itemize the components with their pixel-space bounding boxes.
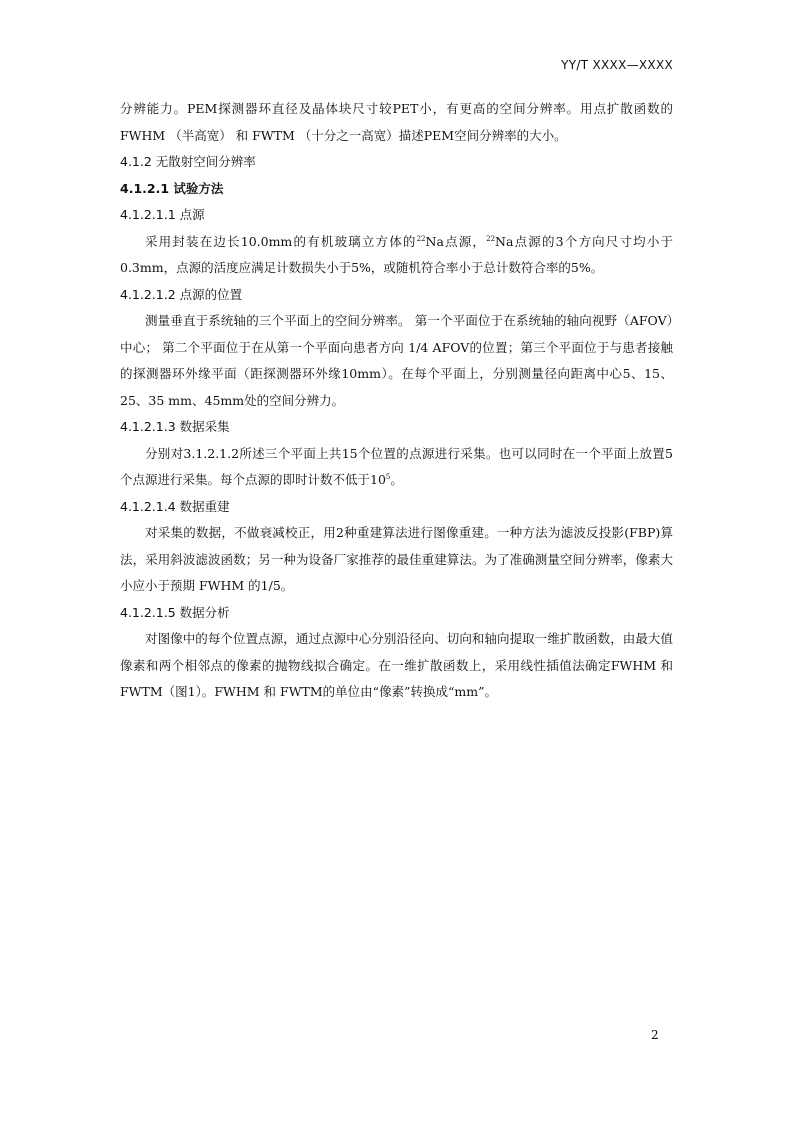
body-paragraph bbox=[120, 626, 673, 706]
text-segment: 4.1.2.1.5 数据分析 bbox=[120, 604, 230, 620]
section-heading bbox=[120, 149, 673, 176]
body-paragraph bbox=[120, 308, 673, 414]
text-segment: 分辨能力。PEM探测器环直径及晶体块尺寸较PET小，有更高的空间分辨率。用点扩散函数的 FWHM （半高宽） 和 FWTM （十分之一高宽）描述PEM空间分辨率的大小。 bbox=[120, 101, 673, 143]
text-segment: 4.1.2.1.4 数据重建 bbox=[120, 498, 230, 514]
text-segment: Na点源， bbox=[425, 233, 487, 249]
section-heading bbox=[120, 202, 673, 229]
text-segment: 对图像中的每个位置点源，通过点源中心分别沿径向、切向和轴向提取一维扩散函数，由最大值像素和两个相邻点的像素的抛物线拟合确定。在一维扩散函数上，采用线性插值法确定FWHM 和 FWTM（图1）。FWHM 和 FWTM的单位由“像素”转换成“mm”。 bbox=[120, 631, 673, 699]
text-segment: 4.1.2.1.1 点源 bbox=[120, 207, 205, 222]
body-paragraph bbox=[120, 229, 673, 282]
section-heading bbox=[120, 282, 673, 309]
text-segment: 4.1.2.1 试验方法 bbox=[120, 180, 224, 196]
superscript-text: 22 bbox=[486, 234, 496, 243]
page-number: 2 bbox=[651, 1028, 659, 1042]
document-body bbox=[120, 96, 673, 706]
document-code-header: YY/T XXXX—XXXX bbox=[561, 58, 673, 72]
text-segment: 测量垂直于系统轴的三个平面上的空间分辨率。 第一个平面位于在系统轴的轴向视野（AFOV）中心； 第二个平面位于在从第一个平面向患者方向 1/4 AFOV的位置；第三个平面位于与患者接触的探测器环外缘平面（距探测器环外缘10mm）。在每个平面上，分别测量径向距离中心5、15、25、35 mm、45mm处的空间分辨力。 bbox=[120, 313, 673, 408]
text-segment: 4.1.2.1.3 数据采集 bbox=[120, 419, 230, 434]
text-segment: 采用封装在边长10.0mm的有机玻璃立方体的 bbox=[145, 233, 417, 249]
body-paragraph bbox=[120, 441, 673, 494]
text-segment: 4.1.2 无散射空间分辨率 bbox=[120, 154, 256, 169]
section-heading bbox=[120, 176, 673, 203]
text-segment: 对采集的数据，不做衰减校正，用2种重建算法进行图像重建。一种方法为滤波反投影(FBP)算法，采用斜波滤波函数；另一种为设备厂家推荐的最佳重建算法。为了准确测量空间分辨率，像素大小应小于预期 FWHM 的1/5。 bbox=[120, 525, 673, 593]
text-segment: 4.1.2.1.2 点源的位置 bbox=[120, 286, 243, 302]
section-heading bbox=[120, 600, 673, 627]
superscript-text: 5 bbox=[385, 473, 391, 481]
text-segment: 分别对3.1.2.1.2所述三个平面上共15个位置的点源进行采集。也可以同时在一个平面上放置5个点源进行采集。每个点源的即时计数不低于10 bbox=[120, 445, 673, 487]
body-paragraph bbox=[120, 96, 673, 149]
section-heading bbox=[120, 494, 673, 521]
section-heading bbox=[120, 414, 673, 441]
body-paragraph bbox=[120, 520, 673, 600]
superscript-text: 22 bbox=[416, 234, 426, 243]
text-segment: 。 bbox=[390, 472, 403, 487]
text-segment: Na点源的3个方向尺寸均小于0.3mm，点源的活度应满足计数损失小于5%，或随机符合率小于总计数符合率的5%。 bbox=[120, 233, 674, 275]
